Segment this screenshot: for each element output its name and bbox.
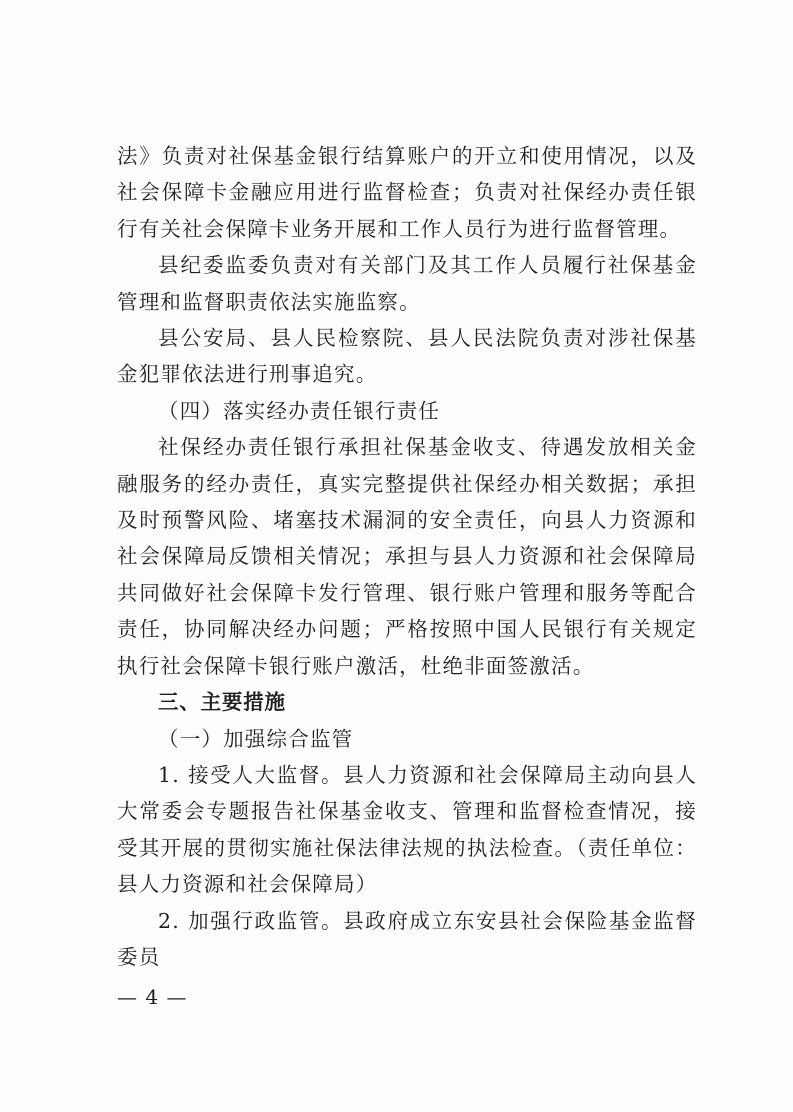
page-number: — 4 — (117, 985, 188, 1009)
subsection-heading-comprehensive-supervision: （一）加强综合监管 (158, 726, 354, 751)
paragraph-continuation: 法》负责对社保基金银行结算账户的开立和使用情况，以及社会保障卡金融应用进行监督检查；负责对社保经办责任银行有关社会保障卡业务开展和工作人员行为进行监督管理。 (117, 144, 697, 241)
paragraph-bank-duties: 社保经办责任银行承担社保基金收支、待遇发放相关金融服务的经办责任，真实完整提供社保经办相关数据；承担及时预警风险、堵塞技术漏洞的安全责任，向县人力资源和社会保障局反馈相关情况；承担与县人力资源和社会保障局共同做好社会保障卡发行管理、银行账户管理和服务等配合责任，协同解决经办问题；严格按照中国人民银行有关规定执行社会保障卡银行账户激活，杜绝非面签激活。 (117, 435, 697, 678)
paragraph-discipline-commission: 县纪委监委负责对有关部门及其工作人员履行社保基金管理和监督职责依法实施监察。 (117, 253, 697, 314)
paragraph-item-2: 2. 加强行政监管。县政府成立东安县社会保险基金监督委员 (117, 908, 697, 969)
document-body (117, 138, 697, 975)
section-heading-main-measures: 三、主要措施 (158, 690, 286, 715)
section-heading-bank-responsibility: （四）落实经办责任银行责任 (158, 398, 441, 423)
paragraph-judicial-responsibility: 县公安局、县人民检察院、县人民法院负责对涉社保基金犯罪依法进行刑事追究。 (117, 326, 697, 387)
paragraph-item-1: 1. 接受人大监督。县人力资源和社会保障局主动向县人大常委会专题报告社保基金收支、管理和监督检查情况，接受其开展的贯彻实施社保法律法规的执法检查。（责任单位：县人力资源和社会保障局） (117, 762, 697, 897)
